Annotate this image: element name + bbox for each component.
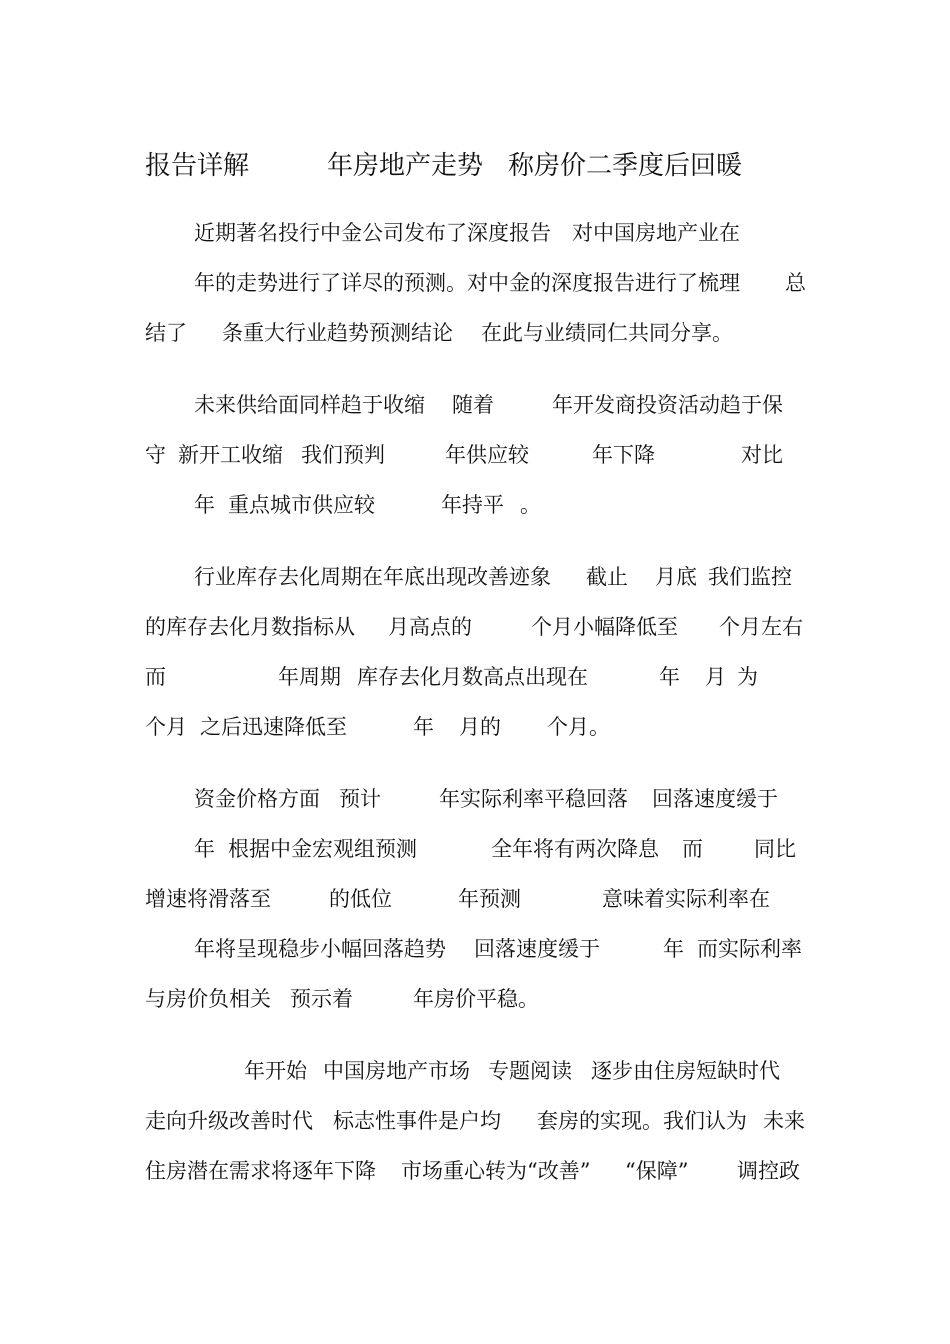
text-line — [0, 934, 950, 964]
text-segment: 随着 — [452, 393, 494, 417]
text-segment: 截止 — [586, 565, 628, 589]
text-segment: 在此与业绩同仁共同分享。 — [481, 321, 733, 345]
text-segment: 年 — [663, 937, 684, 961]
text-segment: 意味着实际利率在 — [602, 887, 770, 911]
text-segment: 套房的实现。我们认为 — [537, 1109, 747, 1133]
text-segment: 年供应较 — [445, 443, 529, 467]
text-segment: 月 — [705, 665, 726, 689]
document-title — [0, 146, 950, 186]
text-segment: 结了 — [145, 321, 187, 345]
text-segment: 对中国房地产业在 — [572, 221, 740, 245]
text-line — [0, 984, 950, 1014]
title-part-2: 年房地产走势 — [327, 151, 484, 181]
text-line — [0, 1056, 950, 1086]
text-segment: 年预测 — [458, 887, 521, 911]
text-segment: 。 — [520, 493, 541, 517]
text-line — [0, 1156, 950, 1186]
text-segment: 回落速度缓于 — [652, 787, 778, 811]
text-segment: 走向升级改善时代 — [145, 1109, 313, 1133]
text-segment: 新开工收缩 — [178, 443, 283, 467]
text-segment: 中国房地产市场 — [323, 1059, 470, 1083]
text-segment: 为 — [737, 665, 758, 689]
text-segment: 而 — [145, 665, 166, 689]
text-segment: 年 — [413, 715, 434, 739]
text-segment: 个月 — [145, 715, 187, 739]
text-segment: 全年将有两次降息 — [491, 837, 659, 861]
text-segment: 年房价平稳。 — [413, 987, 539, 1011]
text-line — [0, 390, 950, 420]
text-segment: 条重大行业趋势预测结论 — [222, 321, 453, 345]
text-line — [0, 268, 950, 298]
text-line — [0, 1106, 950, 1136]
text-segment: 年持平 — [441, 493, 504, 517]
text-segment: 预示着 — [290, 987, 353, 1011]
title-part-3: 称房价二季度后回暖 — [508, 151, 743, 181]
text-segment: 行业库存去化周期在年底出现改善迹象 — [194, 565, 551, 589]
text-segment: 预计 — [339, 787, 381, 811]
text-segment: 回落速度缓于 — [474, 937, 600, 961]
text-line — [0, 662, 950, 692]
text-segment: 个月。 — [547, 715, 610, 739]
text-segment: 年 — [194, 493, 215, 517]
text-segment: 之后迅速降低至 — [200, 715, 347, 739]
text-segment: 增速将滑落至 — [145, 887, 271, 911]
text-segment: 年开发商投资活动趋于保 — [552, 393, 783, 417]
text-segment: 未来供给面同样趋于收缩 — [194, 393, 425, 417]
text-segment: 对比 — [741, 443, 783, 467]
text-segment: 我们预判 — [301, 443, 385, 467]
text-segment: 专题阅读 — [488, 1059, 572, 1083]
text-segment: 个月左右 — [719, 615, 803, 639]
text-line — [0, 884, 950, 914]
text-segment: 守 — [145, 443, 166, 467]
text-segment: 同比 — [754, 837, 796, 861]
text-line — [0, 490, 950, 520]
text-segment: 库存去化月数高点出现在 — [357, 665, 588, 689]
text-line — [0, 318, 950, 348]
text-segment: 而 — [682, 837, 703, 861]
text-segment: 逐步由住房短缺时代 — [591, 1059, 780, 1083]
text-segment: 年实际利率平稳回落 — [439, 787, 628, 811]
text-segment: 年周期 — [278, 665, 341, 689]
text-segment: 近期著名投行中金公司发布了深度报告 — [194, 221, 551, 245]
text-segment: 重点城市供应较 — [228, 493, 375, 517]
text-line — [0, 562, 950, 592]
text-segment: 与房价负相关 — [145, 987, 271, 1011]
text-segment: 年将呈现稳步小幅回落趋势 — [194, 937, 446, 961]
text-segment: 总 — [785, 271, 806, 295]
text-segment: 市场重心转为“改善” — [401, 1159, 591, 1183]
text-segment: 住房潜在需求将逐年下降 — [145, 1159, 376, 1183]
title-part-1: 报告详解 — [145, 151, 250, 181]
text-line — [0, 218, 950, 248]
text-segment: 的库存去化月数指标从 — [145, 615, 355, 639]
text-segment: 年 — [659, 665, 680, 689]
text-segment: 年下降 — [592, 443, 655, 467]
text-segment: 年开始 — [244, 1059, 307, 1083]
text-segment: 月底 — [655, 565, 697, 589]
text-segment: 调控政 — [737, 1159, 800, 1183]
text-line — [0, 784, 950, 814]
text-segment: 标志性事件是户均 — [333, 1109, 501, 1133]
text-segment: 根据中金宏观组预测 — [228, 837, 417, 861]
text-segment: 月的 — [459, 715, 501, 739]
text-segment: 的低位 — [329, 887, 392, 911]
text-segment: 我们监控 — [708, 565, 792, 589]
text-segment: 资金价格方面 — [194, 787, 320, 811]
text-segment: 年的走势进行了详尽的预测。对中金的深度报告进行了梳理 — [194, 271, 740, 295]
text-segment: “保障” — [625, 1159, 689, 1183]
text-line — [0, 440, 950, 470]
text-line — [0, 712, 950, 742]
text-segment: 而实际利率 — [697, 937, 802, 961]
text-segment: 年 — [194, 837, 215, 861]
text-segment: 未来 — [763, 1109, 805, 1133]
text-line — [0, 612, 950, 642]
text-segment: 月高点的 — [388, 615, 472, 639]
text-line — [0, 834, 950, 864]
text-segment: 个月小幅降低至 — [531, 615, 678, 639]
